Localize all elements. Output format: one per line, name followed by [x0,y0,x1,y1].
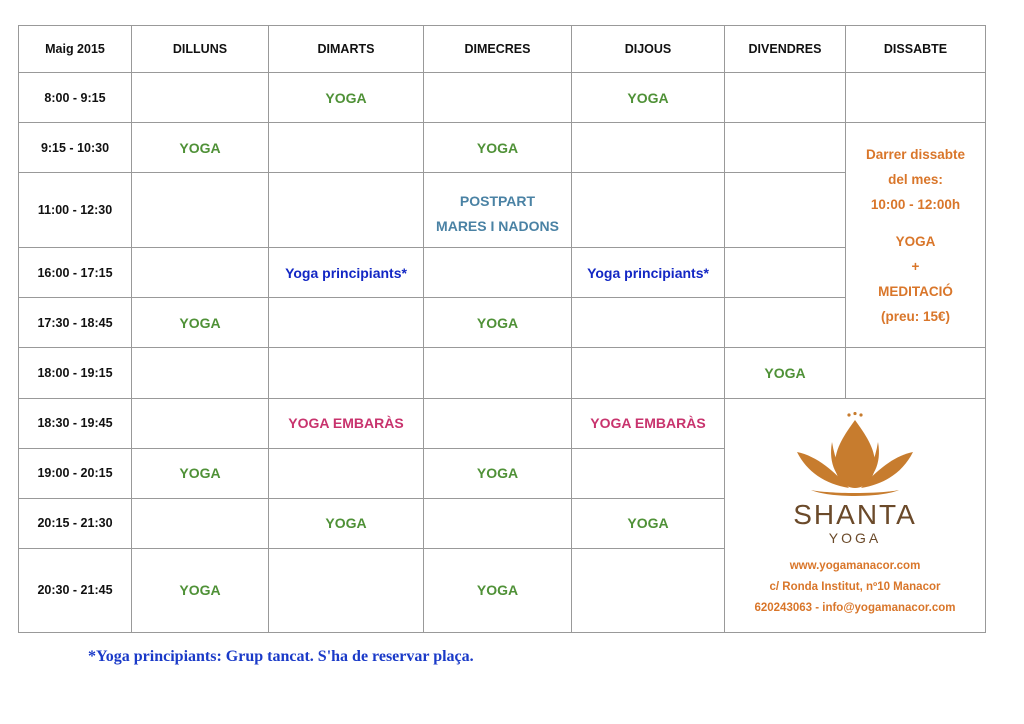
empty-cell [424,398,572,448]
empty-cell [424,73,572,123]
class-embaras: YOGA EMBARÀS [269,398,424,448]
empty-cell [269,348,424,398]
empty-cell [725,298,846,348]
table-row [19,248,986,298]
class-yoga: YOGA [132,123,269,173]
brand-name: SHANTA [793,498,917,530]
footnote-text: *Yoga principiants: Grup tancat. S'ha de reservar plaça. [88,648,474,665]
saturday-line: YOGA [895,233,936,249]
postpart-line: POSTPART [459,192,536,209]
time-slot: 17:30 - 18:45 [19,298,132,348]
empty-cell [132,348,269,398]
table-row [19,348,986,398]
class-principiants: Yoga principiants* [269,248,424,298]
address-text: c/ Ronda Institut, nº10 Manacor [769,580,941,593]
table-row [19,73,986,123]
saturday-line: + [911,258,920,274]
month-header: Maig 2015 [19,26,132,73]
class-yoga: YOGA [269,498,424,548]
saturday-line: MEDITACIÓ [878,283,953,299]
empty-cell [132,73,269,123]
table-row [19,298,986,348]
day-header-friday: DIVENDRES [725,26,846,73]
time-slot: 18:30 - 19:45 [19,398,132,448]
empty-cell [846,73,986,123]
empty-cell [269,123,424,173]
empty-cell [572,298,725,348]
website-link[interactable]: www.yogamanacor.com [789,559,921,572]
saturday-price: (preu: 15€) [880,308,951,324]
empty-cell [269,173,424,248]
class-yoga: YOGA [269,73,424,123]
empty-cell [572,123,725,173]
saturday-special-cell [846,123,986,348]
time-slot: 20:30 - 21:45 [19,548,132,632]
empty-cell [846,348,986,398]
table-row [19,173,986,248]
saturday-line: del mes: [888,171,943,187]
time-slot: 9:15 - 10:30 [19,123,132,173]
time-slot: 18:00 - 19:15 [19,348,132,398]
header-row [19,26,986,73]
empty-cell [132,173,269,248]
empty-cell [725,123,846,173]
class-yoga: YOGA [424,123,572,173]
class-yoga: YOGA [424,448,572,498]
day-header-monday: DILLUNS [132,26,269,73]
empty-cell [132,498,269,548]
brand-subtitle: YOGA [828,529,882,546]
table-row [19,398,986,448]
saturday-line: Darrer dissabte [865,146,966,162]
time-slot: 8:00 - 9:15 [19,73,132,123]
empty-cell [572,548,725,632]
schedule-table [18,25,986,633]
class-yoga: YOGA [424,548,572,632]
empty-cell [132,248,269,298]
empty-cell [572,173,725,248]
day-header-wednesday: DIMECRES [424,26,572,73]
table-row [19,123,986,173]
class-embaras: YOGA EMBARÀS [572,398,725,448]
contact-text: 620243063 - info@yogamanacor.com [754,601,956,614]
empty-cell [269,448,424,498]
class-yoga: YOGA [132,548,269,632]
class-postpart [424,173,572,248]
class-yoga: YOGA [424,298,572,348]
empty-cell [725,173,846,248]
empty-cell [725,248,846,298]
empty-cell [269,548,424,632]
empty-cell [572,448,725,498]
empty-cell [424,498,572,548]
saturday-time: 10:00 - 12:00h [870,196,961,212]
lotus-logo-icon [795,412,915,498]
day-header-thursday: DIJOUS [572,26,725,73]
time-slot: 16:00 - 17:15 [19,248,132,298]
empty-cell [424,248,572,298]
class-yoga: YOGA [572,73,725,123]
brand-cell [725,398,986,632]
class-yoga: YOGA [725,348,846,398]
class-yoga: YOGA [572,498,725,548]
empty-cell [725,73,846,123]
time-slot: 20:15 - 21:30 [19,498,132,548]
day-header-tuesday: DIMARTS [269,26,424,73]
class-yoga: YOGA [132,298,269,348]
empty-cell [424,348,572,398]
time-slot: 19:00 - 20:15 [19,448,132,498]
empty-cell [269,298,424,348]
class-yoga: YOGA [132,448,269,498]
day-header-saturday: DISSABTE [846,26,986,73]
class-principiants: Yoga principiants* [572,248,725,298]
empty-cell [572,348,725,398]
empty-cell [132,398,269,448]
postpart-line: MARES I NADONS [436,217,559,234]
time-slot: 11:00 - 12:30 [19,173,132,248]
